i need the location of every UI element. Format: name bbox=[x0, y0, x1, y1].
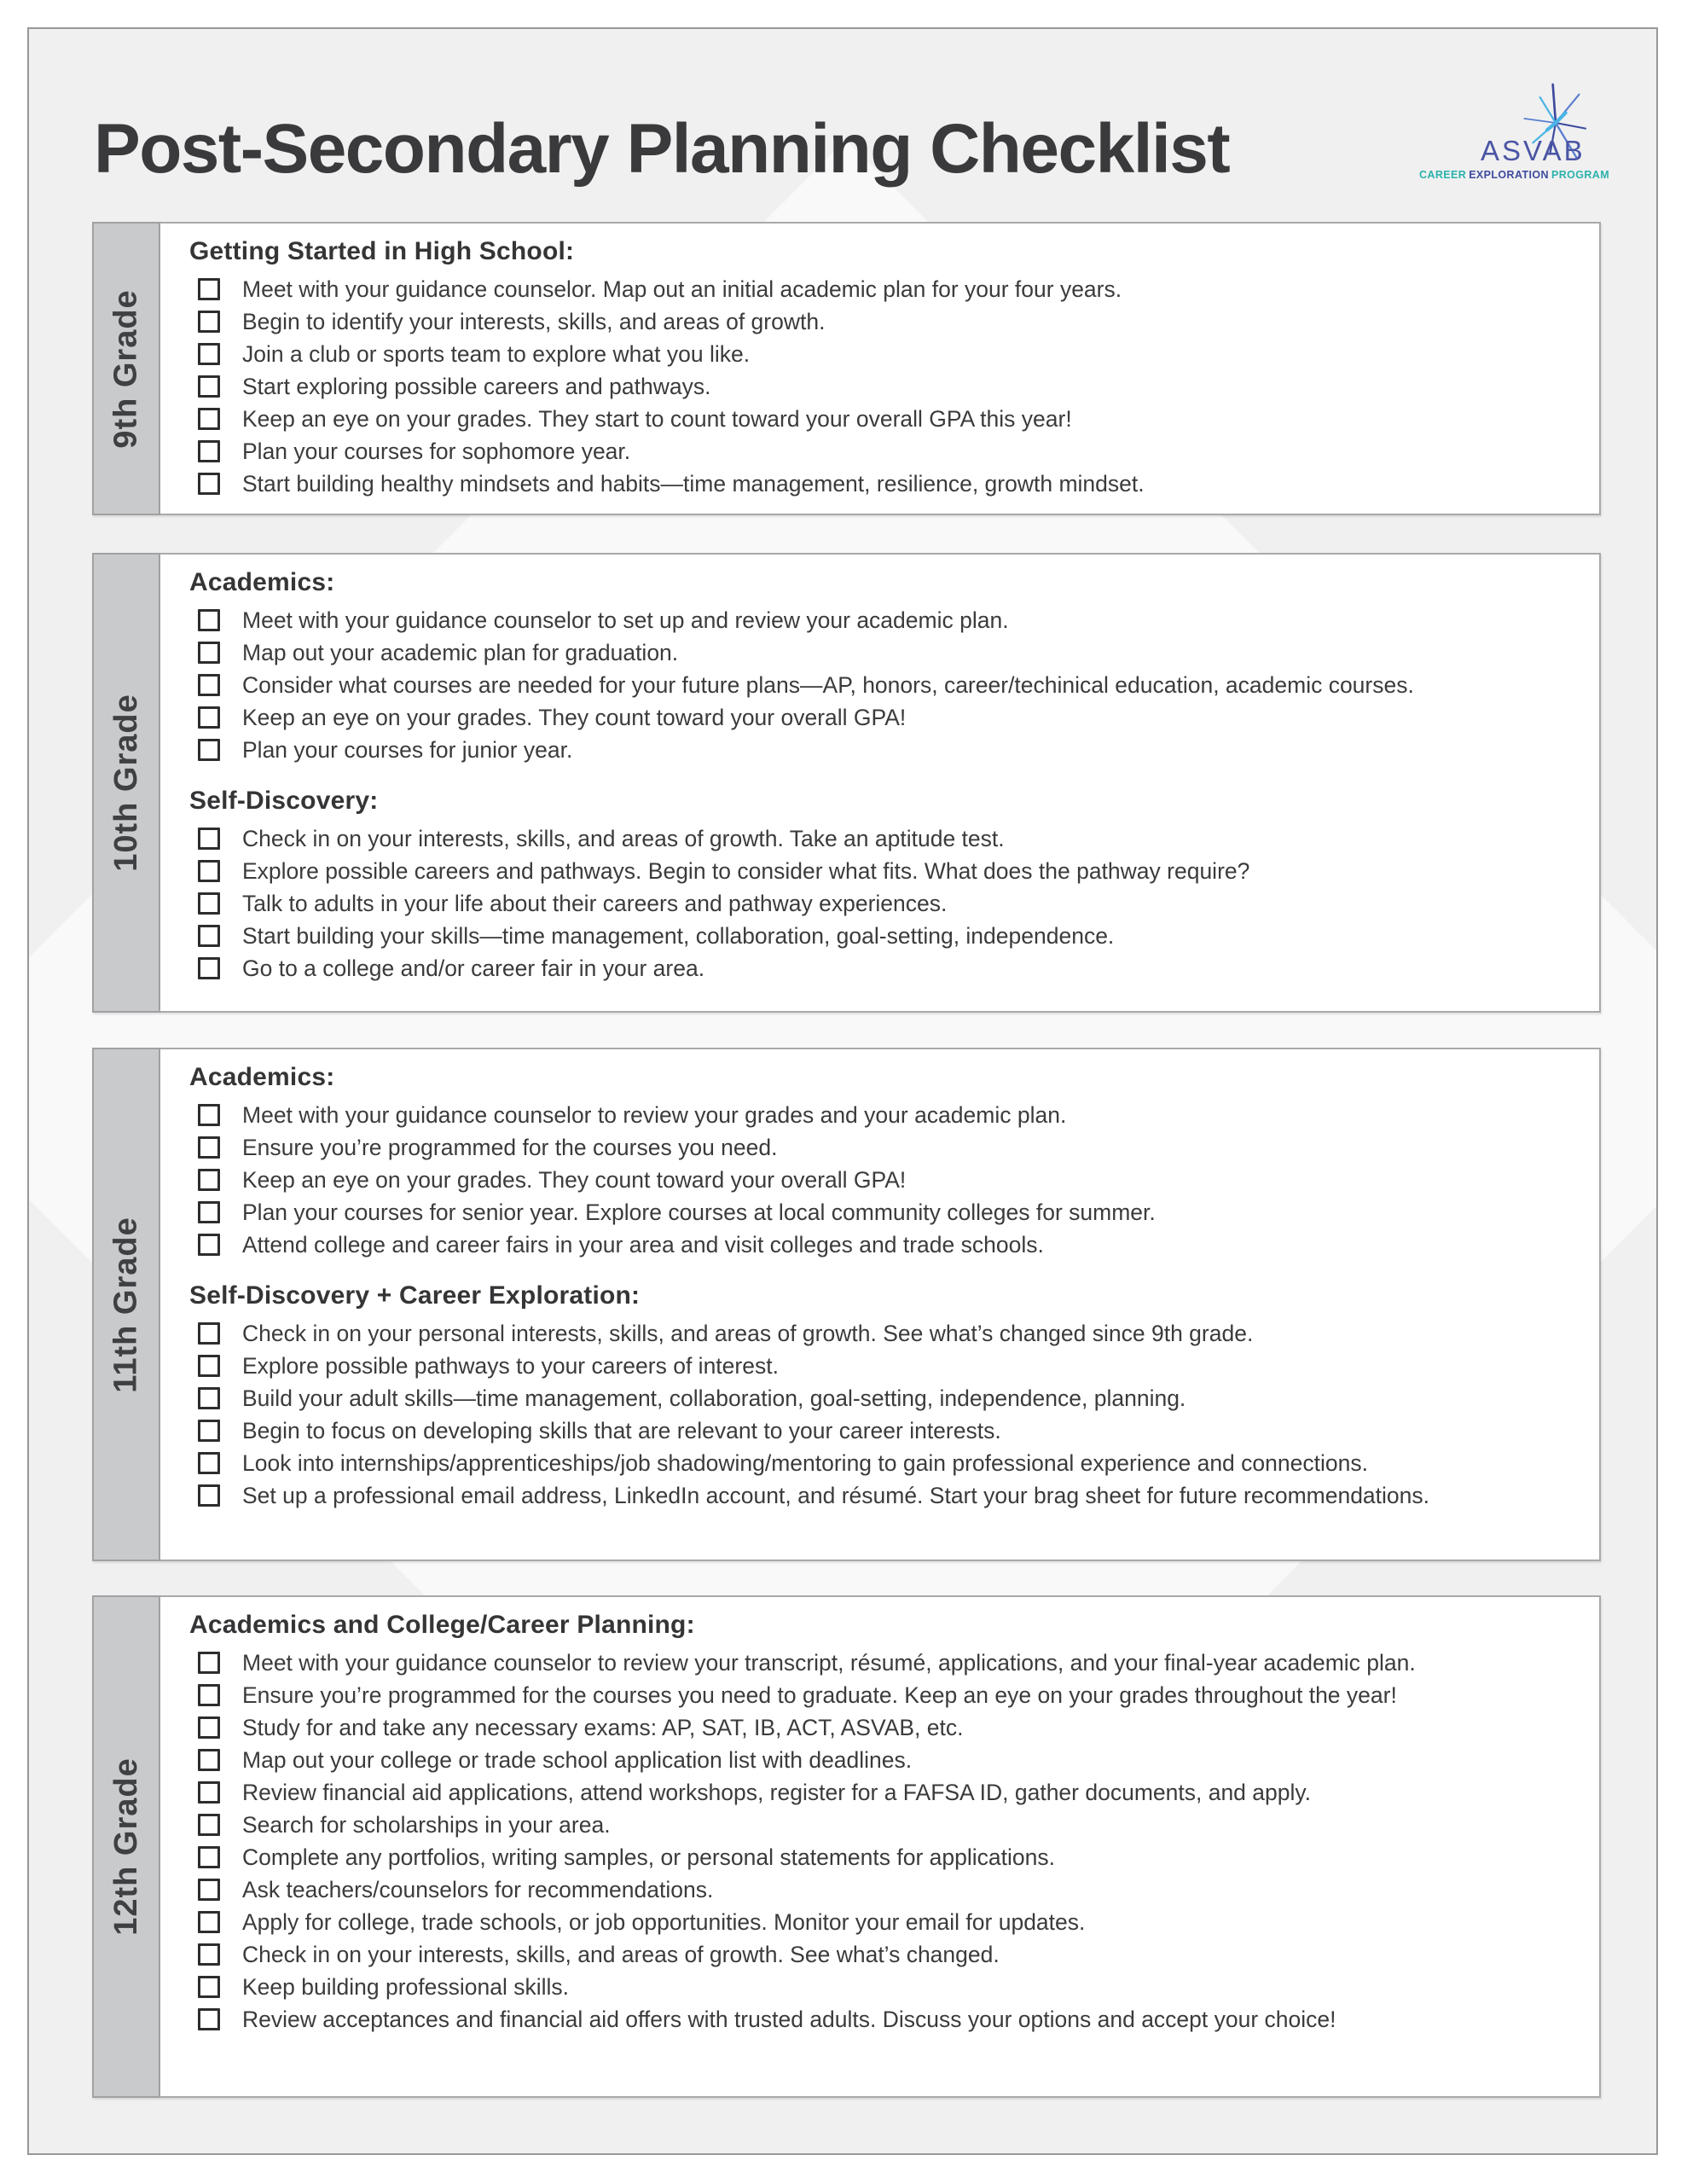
item-text: Review financial aid applications, attend workshops, register for a FAFSA ID, gather documents, and apply. bbox=[242, 1780, 1312, 1805]
checkbox[interactable] bbox=[198, 1136, 220, 1159]
item-text: Apply for college, trade schools, or job opportunities. Monitor your email for updates. bbox=[242, 1909, 1086, 1935]
grade-section bbox=[92, 1048, 1601, 1561]
item-text: Meet with your guidance counselor. Map out an initial academic plan for your four years. bbox=[242, 276, 1122, 302]
checkbox[interactable] bbox=[198, 473, 220, 495]
checklist-item bbox=[189, 1164, 1574, 1196]
checklist-item bbox=[189, 734, 1574, 766]
item-text: Keep an eye on your grades. They start to count toward your overall GPA this year! bbox=[242, 406, 1072, 432]
checklist bbox=[189, 822, 1574, 985]
item-text: Plan your courses for sophomore year. bbox=[242, 439, 631, 464]
checklist-group bbox=[189, 1611, 1574, 2036]
item-text: Ask teachers/counselors for recommendations. bbox=[242, 1877, 714, 1902]
checklist-group bbox=[189, 237, 1574, 500]
checklist-item bbox=[189, 1971, 1574, 2003]
item-text: Plan your courses for junior year. bbox=[242, 737, 573, 763]
checklist-item bbox=[189, 370, 1574, 403]
checklist-item bbox=[189, 1317, 1574, 1350]
checkbox[interactable] bbox=[198, 828, 220, 850]
group-heading: Academics: bbox=[189, 1063, 335, 1091]
item-text: Check in on your interests, skills, and areas of growth. See what’s changed. bbox=[242, 1942, 1000, 1967]
checklist-item bbox=[189, 920, 1574, 952]
checkbox[interactable] bbox=[198, 1976, 220, 1998]
item-text: Explore possible careers and pathways. Begin to consider what fits. What does the pathway require? bbox=[242, 858, 1250, 884]
checkbox[interactable] bbox=[198, 739, 220, 761]
item-text: Ensure you’re programmed for the courses you need. bbox=[242, 1135, 778, 1160]
grade-tab bbox=[92, 1048, 160, 1561]
checkbox[interactable] bbox=[198, 1943, 220, 1966]
item-text: Join a club or sports team to explore what you like. bbox=[242, 341, 751, 367]
item-text: Meet with your guidance counselor to review your grades and your academic plan. bbox=[242, 1102, 1067, 1128]
item-text: Go to a college and/or career fair in your area. bbox=[242, 956, 705, 981]
item-text: Map out your academic plan for graduation. bbox=[242, 640, 679, 665]
checkbox[interactable] bbox=[198, 957, 220, 979]
checklist-item bbox=[189, 1382, 1574, 1414]
checkbox[interactable] bbox=[198, 892, 220, 915]
item-text: Plan your courses for senior year. Explore courses at local community colleges for summer. bbox=[242, 1199, 1156, 1225]
item-text: Map out your college or trade school application list with deadlines. bbox=[242, 1747, 913, 1773]
checkbox[interactable] bbox=[198, 1484, 220, 1507]
item-text: Check in on your interests, skills, and areas of growth. Take an aptitude test. bbox=[242, 826, 1005, 851]
item-text: Search for scholarships in your area. bbox=[242, 1812, 611, 1838]
item-text: Ensure you’re programmed for the courses you need to graduate. Keep an eye on your grades throughout the year! bbox=[242, 1682, 1397, 1708]
checkbox[interactable] bbox=[198, 1846, 220, 1868]
checkbox[interactable] bbox=[198, 1420, 220, 1442]
checkbox[interactable] bbox=[198, 440, 220, 462]
checklist-item bbox=[189, 636, 1574, 669]
checklist-group bbox=[189, 568, 1574, 766]
checklist-item bbox=[189, 1938, 1574, 1971]
group-heading: Academics: bbox=[189, 568, 335, 596]
checkbox[interactable] bbox=[198, 408, 220, 430]
grade-tab bbox=[92, 1595, 160, 2098]
checklist-item bbox=[189, 1479, 1574, 1512]
page-title: Post-Secondary Planning Checklist bbox=[94, 110, 1230, 188]
asvab-logo bbox=[1409, 78, 1648, 198]
checkbox[interactable] bbox=[198, 2008, 220, 2030]
checkbox[interactable] bbox=[198, 1355, 220, 1377]
checkbox[interactable] bbox=[198, 375, 220, 398]
checkbox[interactable] bbox=[198, 1781, 220, 1804]
checklist-item bbox=[189, 1711, 1574, 1744]
checklist-item bbox=[189, 1679, 1574, 1711]
item-text: Attend college and career fairs in your area and visit colleges and trade schools. bbox=[242, 1232, 1044, 1258]
section-box bbox=[160, 553, 1601, 1013]
checklist-item bbox=[189, 435, 1574, 468]
item-text: Explore possible pathways to your careers of interest. bbox=[242, 1353, 779, 1379]
checkbox[interactable] bbox=[198, 1169, 220, 1191]
checklist-item bbox=[189, 1131, 1574, 1164]
checkbox[interactable] bbox=[198, 1684, 220, 1706]
group-heading: Academics and College/Career Planning: bbox=[189, 1611, 695, 1639]
grade-section bbox=[92, 553, 1601, 1013]
grade-tab-label: 11th Grade bbox=[107, 1216, 144, 1393]
item-text: Meet with your guidance counselor to review your transcript, résumé, applications, and your final-year academic plan. bbox=[242, 1650, 1416, 1676]
grade-section bbox=[92, 222, 1601, 515]
checklist-item bbox=[189, 855, 1574, 887]
checkbox[interactable] bbox=[198, 1452, 220, 1474]
checklist-item bbox=[189, 338, 1574, 370]
section-box bbox=[160, 1595, 1601, 2098]
grade-tab-label: 12th Grade bbox=[107, 1757, 144, 1936]
checklist-item bbox=[189, 669, 1574, 701]
checklist-item bbox=[189, 468, 1574, 500]
section-box bbox=[160, 222, 1601, 515]
checkbox[interactable] bbox=[198, 311, 220, 333]
group-heading: Getting Started in High School: bbox=[189, 237, 575, 265]
group-heading: Self-Discovery + Career Exploration: bbox=[189, 1281, 641, 1310]
item-text: Keep an eye on your grades. They count toward your overall GPA! bbox=[242, 1167, 907, 1193]
item-text: Consider what courses are needed for your future plans—AP, honors, career/techinical education, academic courses. bbox=[242, 672, 1414, 698]
item-text: Talk to adults in your life about their careers and pathway experiences. bbox=[242, 891, 948, 916]
item-text: Start exploring possible careers and pathways. bbox=[242, 374, 711, 399]
grade-tab bbox=[92, 553, 160, 1013]
tagline-career: CAREER bbox=[1419, 169, 1467, 181]
checklist-item bbox=[189, 952, 1574, 985]
item-text: Set up a professional email address, LinkedIn account, and résumé. Start your brag sheet for future recommendations. bbox=[242, 1483, 1430, 1508]
checkbox[interactable] bbox=[198, 925, 220, 947]
checkbox[interactable] bbox=[198, 1104, 220, 1126]
checkbox[interactable] bbox=[198, 609, 220, 631]
grade-tab bbox=[92, 222, 160, 515]
grade-tab-label: 9th Grade bbox=[107, 288, 144, 449]
checkbox[interactable] bbox=[198, 1749, 220, 1771]
checklist-item bbox=[189, 2003, 1574, 2036]
checklist bbox=[189, 1099, 1574, 1261]
item-text: Keep building professional skills. bbox=[242, 1974, 569, 2000]
checklist bbox=[189, 273, 1574, 500]
checklist-item bbox=[189, 1906, 1574, 1938]
checklist-group bbox=[189, 1063, 1574, 1261]
checkbox[interactable] bbox=[198, 860, 220, 882]
item-text: Review acceptances and financial aid offers with trusted adults. Discuss your options and accept your choice! bbox=[242, 2007, 1336, 2032]
checkbox[interactable] bbox=[198, 1322, 220, 1345]
grade-tab-label: 10th Grade bbox=[107, 694, 144, 872]
section-box bbox=[160, 1048, 1601, 1561]
checklist-item bbox=[189, 1196, 1574, 1228]
checkbox[interactable] bbox=[198, 642, 220, 664]
asvab-wordmark: ASVAB bbox=[1481, 135, 1586, 166]
checklist-item bbox=[189, 403, 1574, 435]
checklist-item bbox=[189, 604, 1574, 636]
item-text: Start building healthy mindsets and habits—time management, resilience, growth mindset. bbox=[242, 471, 1145, 497]
item-text: Complete any portfolios, writing samples, or personal statements for applications. bbox=[242, 1844, 1055, 1870]
group-heading: Self-Discovery: bbox=[189, 787, 379, 815]
checklist-item bbox=[189, 1228, 1574, 1261]
checkbox[interactable] bbox=[198, 1201, 220, 1223]
checkbox[interactable] bbox=[198, 1652, 220, 1674]
item-text: Meet with your guidance counselor to set up and review your academic plan. bbox=[242, 607, 1009, 633]
checklist bbox=[189, 604, 1574, 766]
checkbox[interactable] bbox=[198, 343, 220, 365]
checklist-item bbox=[189, 273, 1574, 305]
checklist-item bbox=[189, 701, 1574, 734]
checklist-group bbox=[189, 787, 1574, 985]
checklist-item bbox=[189, 1414, 1574, 1447]
checkbox[interactable] bbox=[198, 1814, 220, 1836]
asvab-tagline bbox=[1419, 169, 1609, 181]
checklist bbox=[189, 1317, 1574, 1512]
checklist-item bbox=[189, 822, 1574, 855]
checklist-item bbox=[189, 1841, 1574, 1873]
checkbox[interactable] bbox=[198, 1234, 220, 1256]
item-text: Start building your skills—time management, collaboration, goal-setting, independence. bbox=[242, 923, 1115, 949]
checklist-item bbox=[189, 1809, 1574, 1841]
checklist-item bbox=[189, 305, 1574, 338]
item-text: Study for and take any necessary exams: AP, SAT, IB, ACT, ASVAB, etc. bbox=[242, 1715, 964, 1740]
item-text: Check in on your personal interests, skills, and areas of growth. See what’s changed since 9th grade. bbox=[242, 1321, 1254, 1346]
tagline-exploration: EXPLORATION bbox=[1469, 169, 1549, 181]
checklist-item bbox=[189, 887, 1574, 920]
checklist-item bbox=[189, 1873, 1574, 1906]
item-text: Keep an eye on your grades. They count toward your overall GPA! bbox=[242, 705, 907, 730]
item-text: Begin to identify your interests, skills, and areas of growth. bbox=[242, 309, 826, 334]
tagline-program: PROGRAM bbox=[1551, 169, 1610, 181]
checkbox[interactable] bbox=[198, 1879, 220, 1901]
checkbox[interactable] bbox=[198, 278, 220, 300]
checkbox[interactable] bbox=[198, 1911, 220, 1933]
item-text: Look into internships/apprenticeships/job shadowing/mentoring to gain professional experience and connections. bbox=[242, 1450, 1368, 1476]
item-text: Begin to focus on developing skills that are relevant to your career interests. bbox=[242, 1418, 1001, 1443]
checklist-item bbox=[189, 1647, 1574, 1679]
grade-section bbox=[92, 1595, 1601, 2098]
checklist bbox=[189, 1647, 1574, 2036]
checkbox[interactable] bbox=[198, 1716, 220, 1739]
item-text: Build your adult skills—time management, collaboration, goal-setting, independence, planning. bbox=[242, 1385, 1186, 1411]
checklist-item bbox=[189, 1776, 1574, 1809]
checkbox[interactable] bbox=[198, 1387, 220, 1409]
checklist-item bbox=[189, 1099, 1574, 1131]
checklist-item bbox=[189, 1744, 1574, 1776]
checklist-item bbox=[189, 1350, 1574, 1382]
checklist-group bbox=[189, 1281, 1574, 1512]
checkbox[interactable] bbox=[198, 706, 220, 729]
checklist-item bbox=[189, 1447, 1574, 1479]
checkbox[interactable] bbox=[198, 674, 220, 696]
